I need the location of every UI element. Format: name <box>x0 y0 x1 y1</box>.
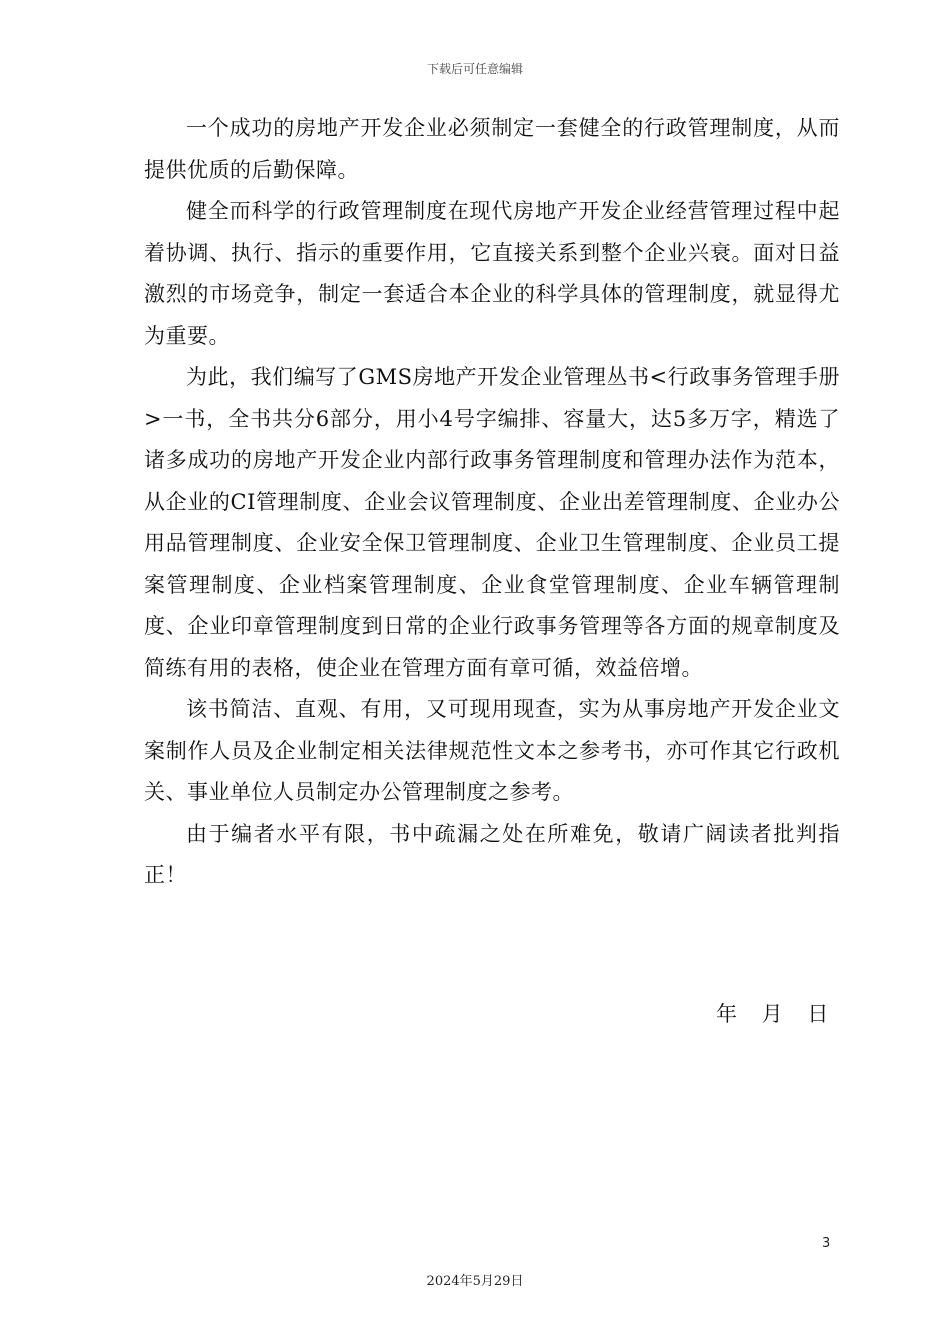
date-signature: 年 月 日 <box>716 1002 829 1026</box>
page-number: 3 <box>822 1236 831 1251</box>
document-body <box>144 108 840 897</box>
page-header: 下载后可任意编辑 <box>426 62 523 76</box>
page-footer-date: 2024年5月29日 <box>426 1274 524 1289</box>
paragraph-3: 为此，我们编写了GMS房地产开发企业管理丛书<行政事务管理手册>一书，全书共分6部分，用小4号字编排、容量大，达5多万字，精选了诸多成功的房地产开发企业内部行政事务管理制度和管理办法作为范本，从企业的CI管理制度、企业会议管理制度、企业出差管理制度、企业办公用品管理制度、企业安全保卫管理制度、企业卫生管理制度、企业员工提案管理制度、企业档案管理制度、企业食堂管理制度、企业车辆管理制度、企业印章管理制度到日常的企业行政事务管理等各方面的规章制度及简练有用的表格，使企业在管理方面有章可循，效益倍增。 <box>144 365 840 680</box>
paragraph-2: 健全而科学的行政管理制度在现代房地产开发企业经营管理过程中起着协调、执行、指示的重要作用，它直接关系到整个企业兴衰。面对日益激烈的市场竞争，制定一套适合本企业的科学具体的管理制度，就显得尤为重要。 <box>144 199 840 348</box>
paragraph-1: 一个成功的房地产开发企业必须制定一套健全的行政管理制度，从而提供优质的后勤保障。 <box>144 116 840 182</box>
paragraph-4: 该书简洁、直观、有用，又可现用现查，实为从事房地产开发企业文案制作人员及企业制定相关法律规范性文本之参考书，亦可作其它行政机关、事业单位人员制定办公管理制度之参考。 <box>144 697 840 804</box>
paragraph-5: 由于编者水平有限，书中疏漏之处在所难免，敬请广阔读者批判指正！ <box>144 821 840 887</box>
